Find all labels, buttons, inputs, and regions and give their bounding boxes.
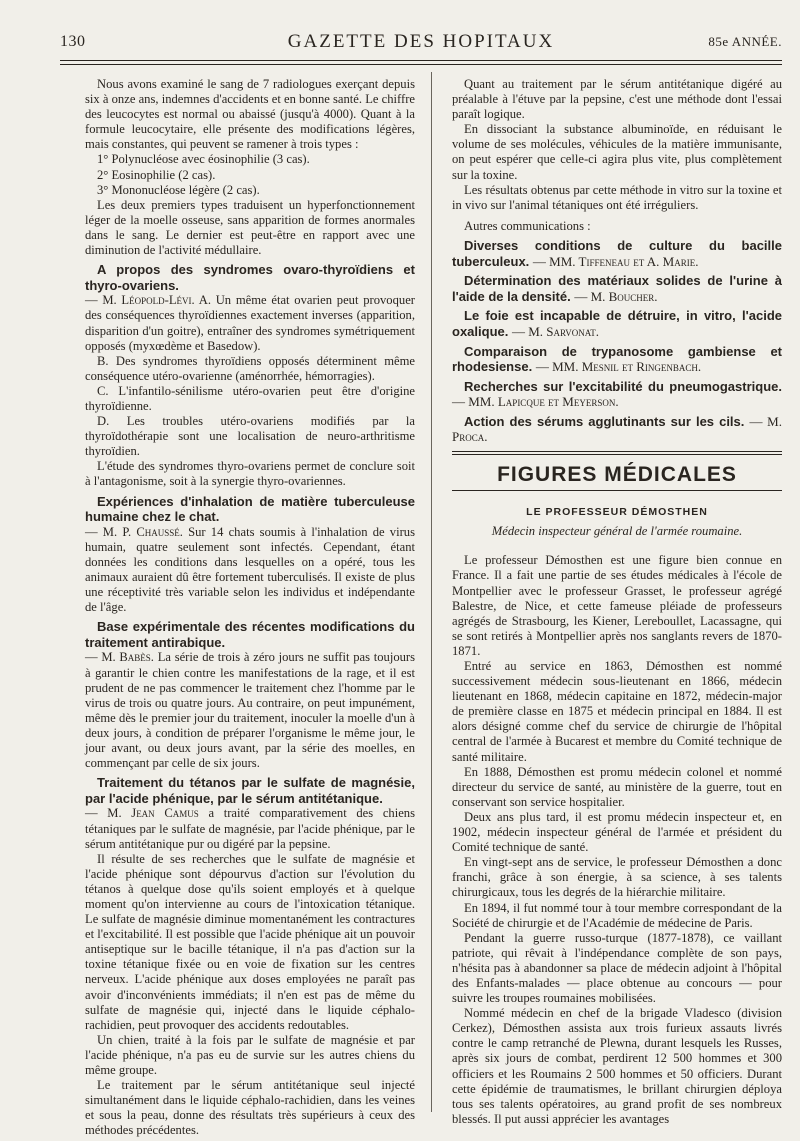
paragraph: Le traitement par le sérum antitétanique seul injecté simultanément dans le liquide céphalo-rachidien, dans les veines et sous la peau, donne des résultats très supérieurs à ceux des méthodes précédentes.: [85, 1078, 415, 1138]
column-divider: [431, 72, 432, 1112]
paragraph: [85, 293, 415, 353]
author: — M. Boucher.: [574, 288, 658, 304]
communication-heading: [452, 273, 782, 304]
page-number: 130: [60, 33, 86, 50]
right-column: [452, 77, 782, 1127]
author: — MM. Tiffeneau et A. Marie.: [532, 253, 699, 269]
paragraph: Nous avons examiné le sang de 7 radiologues exerçant depuis six à onze ans, indemnes d'accidents et en bonne santé. Le chiffre des leucocytes est normal ou abaissé (jusqu'à 4000). Quant à la formule leucocytaire, elle présente des modifications légères, mais constantes, qui peuvent se ramener à trois types :: [85, 77, 415, 152]
left-column: [85, 77, 415, 1138]
paragraph: [85, 806, 415, 851]
heading-text: Diverses conditions de culture du bacille tuberculeux.: [452, 237, 782, 269]
heading-text: Recherches sur l'excitabilité du pneumogastrique.: [464, 378, 782, 394]
paragraph: En 1888, Démosthen est promu médecin colonel et nommé directeur du service de santé, au ministère de la guerre, tout en conservant son service hospitalier.: [452, 764, 782, 809]
communication-heading: [452, 344, 782, 375]
heading-text: A propos des syndromes ovaro-thyroïdiens et thyro-ovariens.: [85, 262, 415, 293]
section-title-rule: [452, 490, 782, 491]
list-item: 3° Mononucléose légère (2 cas).: [97, 182, 260, 197]
author: — M. P. Chaussé.: [85, 524, 183, 539]
paragraph: En 1894, il fut nommé tour à tour membre correspondant de la Société de chirurgie et de l'Académie de médecine de Paris.: [452, 900, 782, 930]
heading-text: Base expérimentale des récentes modifications du traitement antirabique.: [85, 619, 415, 650]
paragraph: Un chien, traité à la fois par le sulfate de magnésie et par l'acide phénique, n'a pas eu de survie sur les autres chiens du même groupe.: [85, 1032, 415, 1077]
paragraph: Nommé médecin en chef de la brigade Vladesco (division Cerkez), Démosthen assista aux trois furieux assauts livrés contre le camp retranché de Plewna, durant lesquels les Russes, après six jours de combat, perdirent 12 500 hommes et 300 officiers et les Roumains 2 500 hommes et 50 officiers. Durant cette épidémie de traumatismes, le brillant chirurgien déploya tous ses talents opératoires, au grand profit de ses nombreux blessés. Il put aussi apprécier les avantages: [452, 1006, 782, 1126]
paragraph: Entré au service en 1863, Démosthen est nommé successivement médecin sous-lieutenant en 1866, médecin lieutenant en 1868, médecin capitaine en 1872, médecin-major de première classe en 1875 et médecin principal en 1884. Il est alors désigné comme chef du service de chirurgie de l'hôpital central de l'armée à Bucarest et membre du Comité technique de santé militaire.: [452, 659, 782, 764]
paragraph: Pendant la guerre russo-turque (1877-1878), ce vaillant patriote, qui rêvait à l'indépendance complète de son pays, n'hésita pas à abandonner sa place de médecin adjoint à l'hôpital des Enfants-malades — place obtenue au concours — pour suivre les troupes roumaines mobilisées.: [452, 930, 782, 1006]
communication-heading: [452, 379, 782, 410]
paragraph: [85, 525, 415, 616]
article-subtitle: Médecin inspecteur général de l'armée roumaine.: [491, 524, 743, 539]
page-header: [60, 30, 782, 62]
author: — MM. Lapicque et Meyerson.: [452, 394, 619, 410]
paragraph: En dissociant la substance albuminoïde, en réduisant le volume de ses molécules, véhicules de la matière immunisante, on peut espérer que celle-ci agira plus vite, plus complètement sur la toxine.: [452, 122, 782, 182]
paragraph: D. Les troubles utéro-ovariens modifiés par la thyroïdothérapie sont une localisation de neuro-arthritisme thyroïdien.: [85, 414, 415, 459]
author: — M. Sarvonat.: [511, 323, 600, 339]
section-rule-thin: [452, 454, 782, 455]
section-rule-thick: [452, 451, 782, 452]
paragraph: Quant au traitement par le sérum antitétanique digéré au préalable à l'étuve par la pepsine, c'est une méthode dont l'essai paraît logique.: [452, 77, 782, 122]
heading-text: Action des sérums agglutinants sur les cils.: [464, 413, 745, 429]
body-text: A. Un même état ovarien peut provoquer des conséquences thyroïdiennes exactement inverses (apparition, disparition d'un goitre), entraîner des syndromes symétriquement opposés (myxœdème et Basedow).: [85, 293, 415, 353]
body-text: a traité comparativement des chiens tétaniques par le sulfate de magnésie, par l'acide phénique, par le sérum antitétanique pur ou digéré par la pepsine.: [85, 806, 416, 851]
paragraph: Autres communications :: [464, 218, 591, 233]
communication-heading: [85, 262, 415, 293]
communication-heading: [85, 619, 415, 650]
author: — M. Jean Camus: [85, 806, 199, 821]
author: — M. Babès.: [85, 650, 154, 665]
author: — M. Léopold-Lévi.: [85, 293, 195, 308]
heading-text: Détermination des matériaux solides de l'urine à l'aide de la densité.: [452, 273, 782, 304]
author: — MM. Mesnil et Ringenbach.: [535, 359, 702, 375]
journal-title: GAZETTE DES HOPITAUX: [287, 31, 555, 52]
communication-heading: [452, 308, 782, 339]
list-item: 2° Eosinophilie (2 cas).: [97, 167, 216, 182]
section-title: FIGURES MÉDICALES: [497, 463, 737, 487]
year-label: 85e ANNÉE.: [708, 34, 782, 49]
list-item: 1° Polynucléose avec éosinophilie (3 cas).: [97, 152, 310, 167]
paragraph: Les résultats obtenus par cette méthode in vitro sur la toxine et in vivo sur l'animal tétaniques ont été irréguliers.: [452, 182, 782, 212]
paragraph: Deux ans plus tard, il est promu médecin inspecteur et, en 1902, médecin inspecteur général de l'armée et président du Comité technique de santé.: [452, 809, 782, 855]
heading-text: Traitement du tétanos par le sulfate de magnésie, par l'acide phénique, par le sérum antitétanique.: [85, 775, 415, 806]
heading-text: Expériences d'inhalation de matière tuberculeuse humaine chez le chat.: [85, 493, 415, 525]
article-title: LE PROFESSEUR DÉMOSTHEN: [526, 506, 708, 519]
paragraph: B. Des syndromes thyroïdiens opposés déterminent même conséquence utéro-ovarienne (aménorrhée, hémorragies).: [85, 353, 415, 383]
body-text: La série de trois à zéro jours ne suffit pas toujours à garantir le chien contre les manifestations de la rage, et il est prudent de ne pas commencer le traitement chez l'homme par le virus de trois ou quatre jours. Au contraire, on peut impunément, même dès le premier jour du traitement, inoculer la moelle d'un à deux jours, à condition de préparer l'organisme le même jour, le jour avant, ou deux jours avant, par la série des moelles, en commençant par celle de six jours.: [85, 650, 416, 771]
paragraph: En vingt-sept ans de service, le professeur Démosthen a donc franchi, grâce à son énergie, à sa science, à ses talents chirurgicaux, tous les degrés de la hiérarchie militaire.: [452, 855, 782, 900]
header-rule-thick: [60, 60, 782, 61]
header-rule-thin: [60, 64, 782, 65]
paragraph: [85, 650, 415, 771]
paragraph: Il résulte de ses recherches que le sulfate de magnésie et l'acide phénique sont dépourvus d'action sur l'évolution du tétanos à quelque dose qu'ils soient employés et à quelque moment qu'on intervienne au cours de l'intoxication tétanique. Le sulfate de magnésie diminue momentanément les contractures et l'excitabilité. Il est possible que l'acide phénique ait un pouvoir antiseptique sur le bacille tétanique, il n'a pas d'action sur la toxine tétanique fixée ou en voie de fixation sur les centres nerveux. L'acide phénique aux doses employées ne paraît pas avoir d'inconvénients immédiats; il n'en est pas de même du sulfate de magnésie qui, injecté dans le liquide céphalo-rachidien, peut provoquer des accidents redoutables.: [85, 851, 415, 1032]
communication-heading: [85, 494, 415, 525]
paragraph: Les deux premiers types traduisent un hyperfonctionnement léger de la moelle osseuse, sans apparition de formes anormales dans le sang. Le dernier est peut-être en rapport avec une diminution de l'activité médullaire.: [85, 197, 415, 258]
paragraph: C. L'infantilo-sénilisme utéro-ovarien peut être d'origine thyroïdienne.: [85, 383, 415, 413]
heading-text: Comparaison de trypanosome gambiense et rhodesiense.: [452, 343, 782, 375]
author: — M. Proca.: [452, 413, 782, 445]
body-text: Sur 14 chats soumis à l'inhalation de virus humain, quatre seulement sont infectés. Cependant, étant données les conditions dans lesquelles on a opéré, tous les animaux auraient dû être fortement tuberculisés. Il existe de plus une réceptivité très variable selon les individus et indépendante de l'âge.: [85, 524, 415, 615]
communication-heading: [452, 238, 782, 269]
heading-text: Le foie est incapable de détruire, in vitro, l'acide oxalique.: [452, 308, 782, 339]
communication-heading: [85, 775, 415, 806]
paragraph: Le professeur Démosthen est une figure bien connue en France. Il a fait une partie de ses études médicales à l'école de Montpellier avec le professeur Grasset, le professeur agrégé Balestre, de Nice, et cette fameuse pléiade de professeurs agrégés de Strasbourg, les Kiener, Lereboullet, Lacassagne, qui se sont retirés à Montpellier après nos sanglants revers de 1870-1871.: [452, 553, 782, 658]
paragraph: L'étude des syndromes thyro-ovariens permet de conclure soit à l'antagonisme, soit à la synergie thyro-ovariennes.: [85, 459, 415, 489]
communication-heading: [452, 414, 782, 445]
